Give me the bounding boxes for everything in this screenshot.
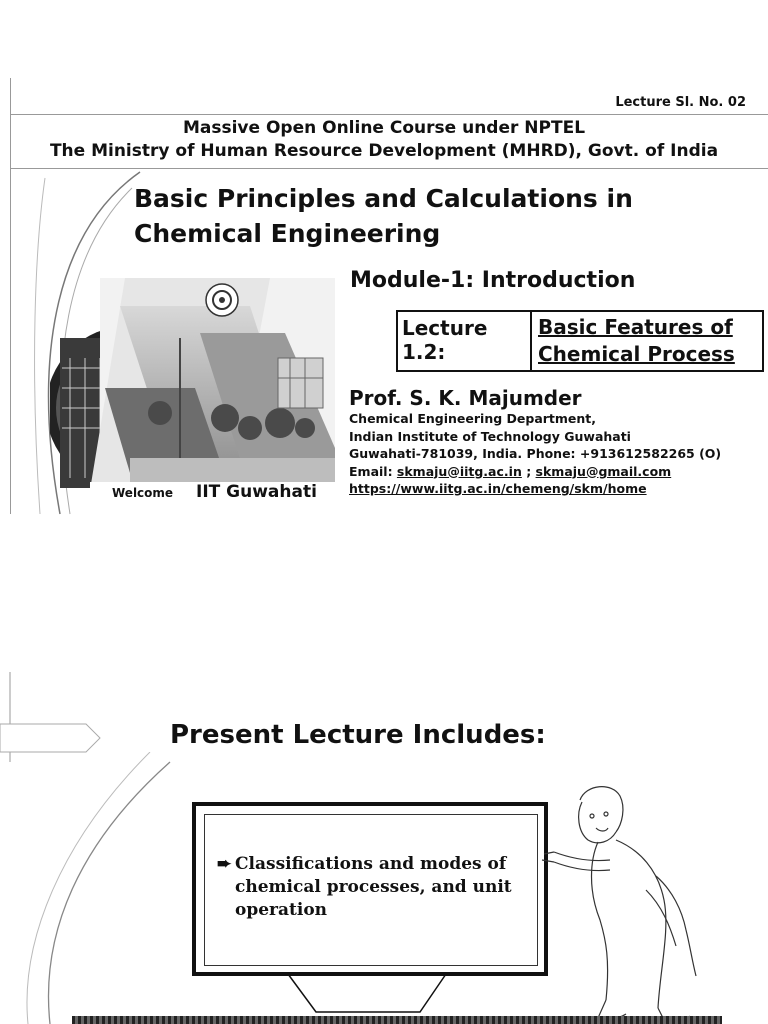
homepage-link[interactable]: https://www.iitg.ac.in/chemeng/skm/home xyxy=(349,481,647,496)
lecture-number: Lecture 1.2: xyxy=(398,312,532,370)
content-slide xyxy=(0,672,768,1024)
email-link-gmail[interactable]: skmaju@gmail.com xyxy=(535,463,672,479)
email-link-iitg[interactable]: skmaju@iitg.ac.in xyxy=(396,463,522,479)
module-title: Module-1: Introduction xyxy=(350,268,636,293)
whiteboard-inner xyxy=(204,814,538,966)
bullet-text: Classifications and modes of chemical processes, and unit operation xyxy=(235,854,512,920)
course-title-line1: Basic Principles and Calculations in xyxy=(134,184,633,213)
presenter-figure xyxy=(540,780,720,1024)
lecture-box xyxy=(396,310,764,372)
floor-strip xyxy=(72,1016,722,1024)
top-rule xyxy=(10,114,768,115)
bullet-item xyxy=(217,853,515,922)
lecture-serial-number: Lecture Sl. No. 02 xyxy=(615,95,746,110)
lecture-topic xyxy=(538,314,735,368)
course-title-line2: Chemical Engineering xyxy=(134,219,441,248)
email-separator: ; xyxy=(521,463,536,479)
header-nptel: Massive Open Online Course under NPTEL xyxy=(182,118,586,138)
header-mhrd: The Ministry of Human Resource Development (MHRD), Govt. of India xyxy=(49,141,719,161)
address-phone: Guwahati-781039, India. Phone: +913612582265 (O) xyxy=(349,446,722,461)
welcome-text: Welcome xyxy=(112,486,174,500)
department: Chemical Engineering Department, xyxy=(349,411,597,426)
email-label: Email: xyxy=(349,463,397,479)
iitg-campus-collage xyxy=(50,278,340,514)
arrow-bullet-icon: ➨ xyxy=(217,854,232,874)
institute: Indian Institute of Technology Guwahati xyxy=(349,428,631,444)
decorative-swoosh-2 xyxy=(0,752,200,1024)
professor-name: Prof. S. K. Majumder xyxy=(349,386,582,410)
iit-guwahati-label: IIT Guwahati xyxy=(196,482,317,502)
whiteboard xyxy=(192,802,548,976)
lecture-topic-line2: Chemical Process xyxy=(538,342,735,366)
arrow-tab-decoration xyxy=(0,672,110,762)
email-line xyxy=(349,463,721,481)
lecture-topic-line1: Basic Features of xyxy=(538,315,733,339)
title-slide xyxy=(0,78,768,518)
contact-info xyxy=(349,410,721,498)
present-lecture-heading: Present Lecture Includes: xyxy=(170,720,546,750)
